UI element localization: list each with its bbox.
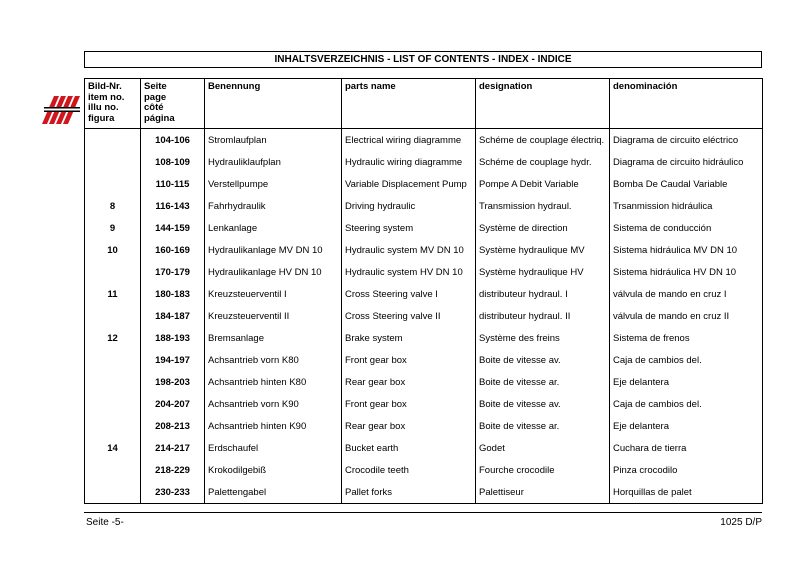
table-row xyxy=(85,371,763,393)
cell-parts-name: Hydraulic wiring diagramme xyxy=(342,151,476,173)
cell-benennung: Bremsanlage xyxy=(205,327,342,349)
cell-parts-name: Cross Steering valve II xyxy=(342,305,476,327)
cell-page-range: 180-183 xyxy=(141,283,205,305)
table-row xyxy=(85,437,763,459)
cell-benennung: Achsantrieb hinten K90 xyxy=(205,415,342,437)
cell-bild-nr: 14 xyxy=(85,437,141,459)
cell-designation: Pompe A Debit Variable xyxy=(476,173,610,195)
cell-bild-nr xyxy=(85,349,141,371)
cell-designation: Boite de vitesse av. xyxy=(476,393,610,415)
cell-benennung: Achsantrieb vorn K90 xyxy=(205,393,342,415)
cell-denominacion: válvula de mando en cruz I xyxy=(610,283,763,305)
cell-page-range: 194-197 xyxy=(141,349,205,371)
cell-page-range: 214-217 xyxy=(141,437,205,459)
header-parts-name: parts name xyxy=(342,79,476,129)
cell-benennung: Hydraulikanlage HV DN 10 xyxy=(205,261,342,283)
cell-parts-name: Rear gear box xyxy=(342,371,476,393)
cell-page-range: 110-115 xyxy=(141,173,205,195)
cell-bild-nr: 11 xyxy=(85,283,141,305)
cell-benennung: Stromlaufplan xyxy=(205,129,342,152)
cell-page-range: 184-187 xyxy=(141,305,205,327)
cell-page-range: 198-203 xyxy=(141,371,205,393)
cell-bild-nr: 10 xyxy=(85,239,141,261)
cell-benennung: Erdschaufel xyxy=(205,437,342,459)
header-denominacion: denominación xyxy=(610,79,763,129)
cell-denominacion: Bomba De Caudal Variable xyxy=(610,173,763,195)
cell-parts-name: Variable Displacement Pump xyxy=(342,173,476,195)
cell-bild-nr xyxy=(85,415,141,437)
cell-designation: Système de direction xyxy=(476,217,610,239)
cell-page-range: 108-109 xyxy=(141,151,205,173)
cell-denominacion: Sistema hidráulica MV DN 10 xyxy=(610,239,763,261)
cell-designation: Système hydraulique MV xyxy=(476,239,610,261)
cell-benennung: Achsantrieb hinten K80 xyxy=(205,371,342,393)
cell-page-range: 116-143 xyxy=(141,195,205,217)
cell-page-range: 144-159 xyxy=(141,217,205,239)
cell-parts-name: Electrical wiring diagramme xyxy=(342,129,476,152)
cell-bild-nr: 12 xyxy=(85,327,141,349)
cell-parts-name: Driving hydraulic xyxy=(342,195,476,217)
cell-denominacion: Eje delantera xyxy=(610,415,763,437)
table-row xyxy=(85,283,763,305)
cell-designation: Schéme de couplage électriq. xyxy=(476,129,610,152)
cell-designation: Palettiseur xyxy=(476,481,610,504)
table-row xyxy=(85,415,763,437)
table-row xyxy=(85,151,763,173)
cell-denominacion: Eje delantera xyxy=(610,371,763,393)
table-row xyxy=(85,327,763,349)
cell-parts-name: Hydraulic system MV DN 10 xyxy=(342,239,476,261)
cell-page-range: 104-106 xyxy=(141,129,205,152)
table-row xyxy=(85,305,763,327)
cell-bild-nr xyxy=(85,481,141,504)
cell-page-range: 188-193 xyxy=(141,327,205,349)
cell-designation: Boite de vitesse av. xyxy=(476,349,610,371)
cell-bild-nr xyxy=(85,459,141,481)
cell-denominacion: Sistema de conducción xyxy=(610,217,763,239)
cell-denominacion: Cuchara de tierra xyxy=(610,437,763,459)
cell-parts-name: Cross Steering valve I xyxy=(342,283,476,305)
table-row xyxy=(85,481,763,504)
cell-page-range: 208-213 xyxy=(141,415,205,437)
cell-parts-name: Brake system xyxy=(342,327,476,349)
cell-denominacion: Diagrama de circuito hidráulico xyxy=(610,151,763,173)
cell-parts-name: Rear gear box xyxy=(342,415,476,437)
cell-designation: Boite de vitesse ar. xyxy=(476,415,610,437)
cell-denominacion: Sistema de frenos xyxy=(610,327,763,349)
header-designation: designation xyxy=(476,79,610,129)
cell-bild-nr xyxy=(85,305,141,327)
cell-parts-name: Front gear box xyxy=(342,393,476,415)
table-row xyxy=(85,261,763,283)
wm-logo-icon xyxy=(40,92,82,126)
cell-bild-nr xyxy=(85,151,141,173)
cell-benennung: Krokodilgebiß xyxy=(205,459,342,481)
cell-bild-nr xyxy=(85,261,141,283)
table-row xyxy=(85,173,763,195)
table-row xyxy=(85,129,763,152)
cell-denominacion: Horquillas de palet xyxy=(610,481,763,504)
cell-benennung: Palettengabel xyxy=(205,481,342,504)
cell-benennung: Kreuzsteuerventil II xyxy=(205,305,342,327)
footer-divider xyxy=(84,512,762,513)
cell-denominacion: válvula de mando en cruz II xyxy=(610,305,763,327)
cell-parts-name: Steering system xyxy=(342,217,476,239)
cell-designation: Fourche crocodile xyxy=(476,459,610,481)
contents-table xyxy=(84,78,763,504)
cell-benennung: Fahrhydraulik xyxy=(205,195,342,217)
cell-bild-nr: 9 xyxy=(85,217,141,239)
cell-designation: Transmission hydraul. xyxy=(476,195,610,217)
cell-benennung: Kreuzsteuerventil I xyxy=(205,283,342,305)
table-row xyxy=(85,459,763,481)
cell-denominacion: Diagrama de circuito eléctrico xyxy=(610,129,763,152)
cell-parts-name: Hydraulic system HV DN 10 xyxy=(342,261,476,283)
cell-parts-name: Bucket earth xyxy=(342,437,476,459)
cell-parts-name: Front gear box xyxy=(342,349,476,371)
cell-benennung: Hydraulikanlage MV DN 10 xyxy=(205,239,342,261)
cell-benennung: Achsantrieb vorn K80 xyxy=(205,349,342,371)
cell-denominacion: Caja de cambios del. xyxy=(610,349,763,371)
cell-benennung: Verstellpumpe xyxy=(205,173,342,195)
cell-designation: distributeur hydraul. II xyxy=(476,305,610,327)
cell-bild-nr: 8 xyxy=(85,195,141,217)
cell-benennung: Hydrauliklaufplan xyxy=(205,151,342,173)
table-row xyxy=(85,239,763,261)
cell-designation: Système des freins xyxy=(476,327,610,349)
header-bild-nr: Bild-Nr. item no. illu no. figura xyxy=(85,79,141,129)
cell-page-range: 160-169 xyxy=(141,239,205,261)
cell-page-range: 230-233 xyxy=(141,481,205,504)
cell-parts-name: Crocodile teeth xyxy=(342,459,476,481)
cell-denominacion: Sistema hidráulica HV DN 10 xyxy=(610,261,763,283)
cell-designation: Godet xyxy=(476,437,610,459)
cell-page-range: 204-207 xyxy=(141,393,205,415)
cell-page-range: 218-229 xyxy=(141,459,205,481)
document-code: 1025 D/P xyxy=(720,517,762,528)
cell-bild-nr xyxy=(85,173,141,195)
cell-denominacion: Pinza crocodilo xyxy=(610,459,763,481)
cell-denominacion: Caja de cambios del. xyxy=(610,393,763,415)
cell-bild-nr xyxy=(85,129,141,152)
cell-bild-nr xyxy=(85,393,141,415)
cell-designation: Boite de vitesse ar. xyxy=(476,371,610,393)
cell-designation: Schéme de couplage hydr. xyxy=(476,151,610,173)
page-number: Seite -5- xyxy=(86,517,124,528)
cell-benennung: Lenkanlage xyxy=(205,217,342,239)
page-title: INHALTSVERZEICHNIS - LIST OF CONTENTS - INDEX - INDICE xyxy=(84,51,762,68)
header-seite: Seite page côté página xyxy=(141,79,205,129)
table-row xyxy=(85,393,763,415)
cell-designation: distributeur hydraul. I xyxy=(476,283,610,305)
cell-parts-name: Pallet forks xyxy=(342,481,476,504)
table-row xyxy=(85,217,763,239)
cell-page-range: 170-179 xyxy=(141,261,205,283)
table-row xyxy=(85,195,763,217)
cell-designation: Système hydraulique HV xyxy=(476,261,610,283)
cell-denominacion: Trsanmission hidráulica xyxy=(610,195,763,217)
table-row xyxy=(85,349,763,371)
table-header-row xyxy=(85,79,763,129)
header-benennung: Benennung xyxy=(205,79,342,129)
cell-bild-nr xyxy=(85,371,141,393)
